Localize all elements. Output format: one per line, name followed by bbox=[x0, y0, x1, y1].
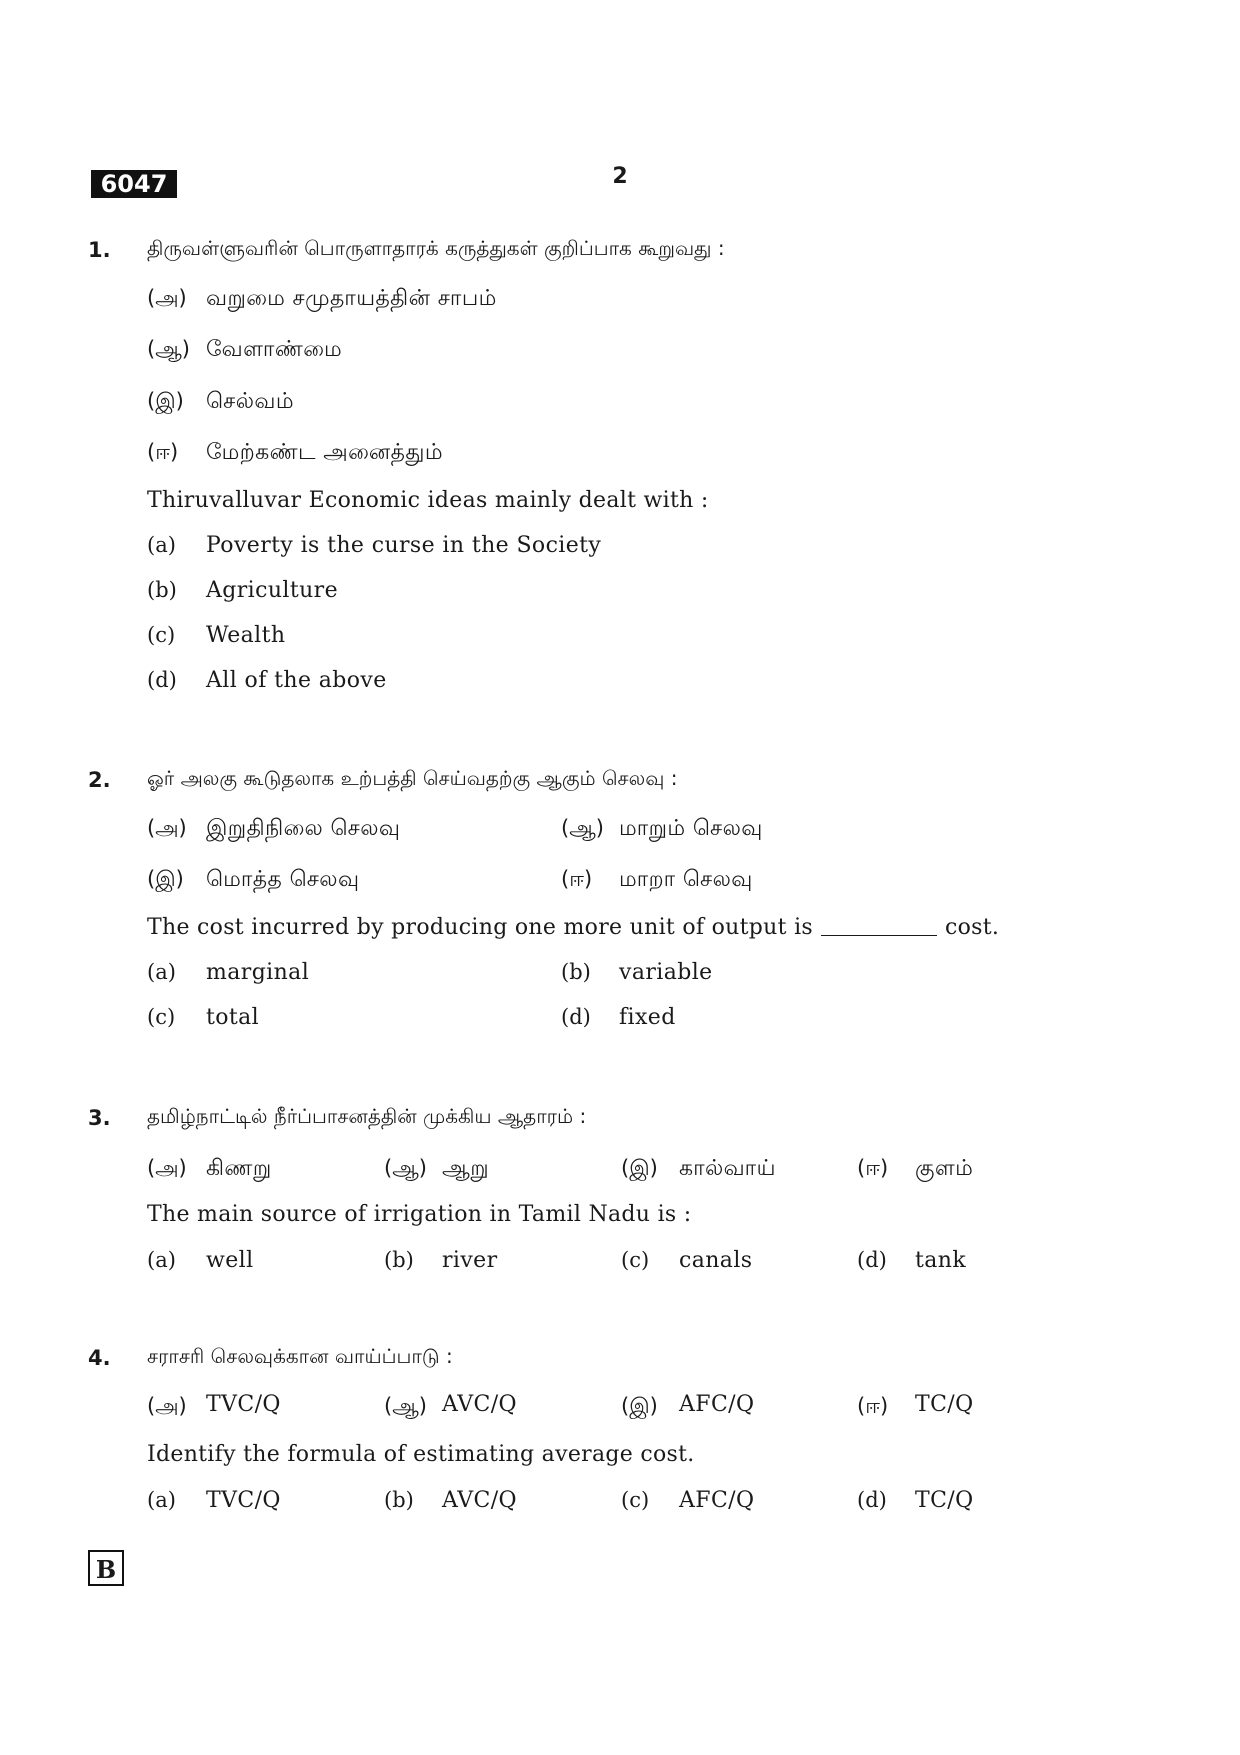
page-number: 2 bbox=[612, 164, 628, 189]
q4-ta-option-text: AVC/Q bbox=[442, 1392, 517, 1417]
question-set-badge: B bbox=[88, 1550, 124, 1586]
question-4-number: 4. bbox=[88, 1346, 111, 1370]
q3-ta-option-label: (இ) bbox=[621, 1156, 658, 1180]
question-2-english-stem bbox=[147, 915, 999, 940]
question-3-tamil-stem: தமிழ்நாட்டில் நீர்ப்பாசனத்தின் முக்கிய ஆதாரம் : bbox=[147, 1104, 587, 1128]
q3-ta-option-text: குளம் bbox=[915, 1156, 974, 1181]
q2-ta-option-label: (இ) bbox=[147, 867, 184, 891]
q1-ta-option-label: (ஆ) bbox=[147, 337, 190, 361]
q4-ta-option-label: (ஈ) bbox=[857, 1394, 889, 1418]
question-2-number: 2. bbox=[88, 768, 111, 792]
q3-ta-option-label: (ஆ) bbox=[384, 1156, 427, 1180]
q3-ta-option-label: (அ) bbox=[147, 1156, 187, 1180]
question-1-number: 1. bbox=[88, 238, 111, 262]
q1-en-option-text: Wealth bbox=[206, 623, 286, 648]
q4-en-option-text: AVC/Q bbox=[442, 1488, 517, 1513]
q3-ta-option-label: (ஈ) bbox=[857, 1156, 889, 1180]
q3-en-option-text: canals bbox=[679, 1248, 753, 1273]
q1-ta-option-label: (அ) bbox=[147, 286, 187, 310]
q1-en-option-text: Agriculture bbox=[206, 578, 338, 603]
q1-ta-option-text: செல்வம் bbox=[206, 389, 294, 414]
q1-ta-option-label: (ஈ) bbox=[147, 440, 179, 464]
q1-en-option-label: (b) bbox=[147, 578, 177, 602]
q4-en-option-text: TC/Q bbox=[915, 1488, 974, 1513]
q4-ta-option-text: TVC/Q bbox=[206, 1392, 281, 1417]
q2-en-option-text: variable bbox=[619, 960, 713, 985]
q4-ta-option-label: (அ) bbox=[147, 1394, 187, 1418]
q3-ta-option-text: கிணறு bbox=[206, 1156, 272, 1181]
q2-en-option-text: total bbox=[206, 1005, 260, 1030]
q1-ta-option-text: மேற்கண்ட அனைத்தும் bbox=[206, 440, 443, 465]
q1-en-option-label: (c) bbox=[147, 623, 176, 647]
q3-en-option-text: well bbox=[206, 1248, 254, 1273]
q2-en-option-label: (d) bbox=[561, 1005, 591, 1029]
question-4-english-stem: Identify the formula of estimating average cost. bbox=[147, 1442, 695, 1467]
q2-ta-option-text: மாறா செலவு bbox=[619, 867, 753, 892]
q3-ta-option-text: ஆறு bbox=[442, 1156, 490, 1181]
q1-en-option-text: All of the above bbox=[206, 668, 387, 693]
q1-en-option-label: (a) bbox=[147, 533, 176, 557]
q4-ta-option-label: (ஆ) bbox=[384, 1394, 427, 1418]
q2-en-option-label: (c) bbox=[147, 1005, 176, 1029]
q2-stem-tail: cost. bbox=[945, 915, 1000, 940]
q1-en-option-text: Poverty is the curse in the Society bbox=[206, 533, 602, 558]
fill-in-blank bbox=[821, 935, 937, 936]
q3-en-option-text: tank bbox=[915, 1248, 967, 1273]
question-1-english-stem: Thiruvalluvar Economic ideas mainly dealt with : bbox=[147, 488, 709, 513]
q1-ta-option-text: வறுமை சமுதாயத்தின் சாபம் bbox=[206, 286, 497, 311]
question-2-tamil-stem: ஓர் அலகு கூடுதலாக உற்பத்தி செய்வதற்கு ஆகும் செலவு : bbox=[147, 766, 678, 790]
q2-en-option-text: fixed bbox=[619, 1005, 676, 1030]
q4-en-option-label: (c) bbox=[621, 1488, 650, 1512]
q2-ta-option-label: (ஈ) bbox=[561, 867, 593, 891]
q3-en-option-text: river bbox=[442, 1248, 498, 1273]
q4-en-option-label: (d) bbox=[857, 1488, 887, 1512]
paper-code: 6047 bbox=[91, 170, 177, 198]
q4-en-option-label: (b) bbox=[384, 1488, 414, 1512]
q1-ta-option-label: (இ) bbox=[147, 389, 184, 413]
q4-en-option-label: (a) bbox=[147, 1488, 176, 1512]
question-1-tamil-stem: திருவள்ளுவரின் பொருளாதாரக் கருத்துகள் குறிப்பாக கூறுவது : bbox=[147, 236, 725, 260]
question-3-number: 3. bbox=[88, 1106, 111, 1130]
q2-en-option-label: (b) bbox=[561, 960, 591, 984]
q4-ta-option-text: TC/Q bbox=[915, 1392, 974, 1417]
q3-en-option-label: (b) bbox=[384, 1248, 414, 1272]
q3-en-option-label: (d) bbox=[857, 1248, 887, 1272]
q2-en-option-text: marginal bbox=[206, 960, 310, 985]
q1-ta-option-text: வேளாண்மை bbox=[206, 337, 343, 362]
q2-en-option-label: (a) bbox=[147, 960, 176, 984]
q1-en-option-label: (d) bbox=[147, 668, 177, 692]
question-4-tamil-stem: சராசரி செலவுக்கான வாய்ப்பாடு : bbox=[147, 1344, 453, 1368]
q4-en-option-text: TVC/Q bbox=[206, 1488, 281, 1513]
q2-ta-option-text: இறுதிநிலை செலவு bbox=[206, 816, 401, 841]
q4-ta-option-label: (இ) bbox=[621, 1394, 658, 1418]
q3-ta-option-text: கால்வாய் bbox=[679, 1156, 776, 1181]
q2-ta-option-label: (அ) bbox=[147, 816, 187, 840]
q2-stem-text: The cost incurred by producing one more unit of output is bbox=[147, 915, 813, 940]
q2-ta-option-text: மாறும் செலவு bbox=[619, 816, 763, 841]
q2-ta-option-text: மொத்த செலவு bbox=[206, 867, 360, 892]
q2-ta-option-label: (ஆ) bbox=[561, 816, 604, 840]
question-3-english-stem: The main source of irrigation in Tamil Nadu is : bbox=[147, 1202, 692, 1227]
q4-en-option-text: AFC/Q bbox=[679, 1488, 755, 1513]
q3-en-option-label: (c) bbox=[621, 1248, 650, 1272]
q3-en-option-label: (a) bbox=[147, 1248, 176, 1272]
q4-ta-option-text: AFC/Q bbox=[679, 1392, 755, 1417]
